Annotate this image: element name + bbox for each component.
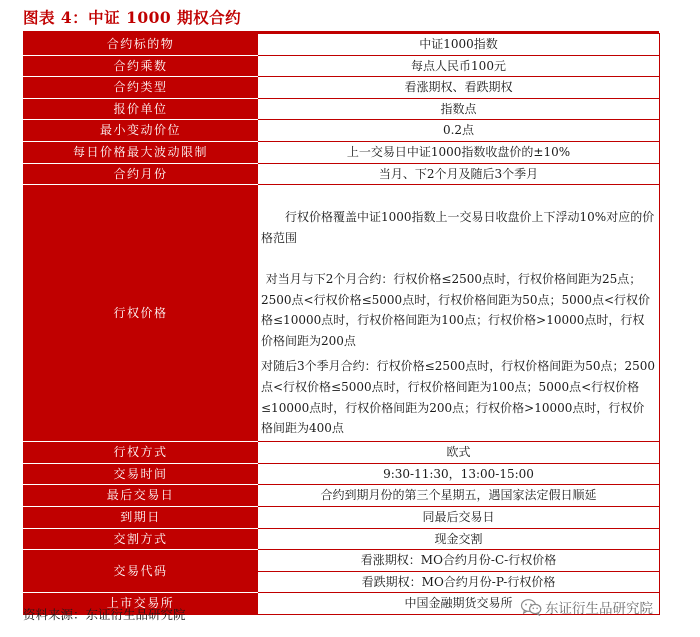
row-value-trading-hours: 9:30-11:30，13:00-15:00 [258, 463, 660, 485]
row-value-settlement: 现金交割 [258, 528, 660, 550]
trading-code-call: 看涨期权：MO合约月份-C-行权价格 [360, 553, 557, 568]
row-label-exercise-style: 行权方式 [24, 442, 258, 464]
row-value-exchange: 中国金融期货交易所 [258, 593, 660, 615]
row-value-last-trading-day: 合约到期月份的第三个星期五，遇国家法定假日顺延 [258, 485, 660, 507]
row-label-underlying: 合约标的物 [24, 34, 258, 56]
strike-quarterly-text: 对随后3个季月合约：行权价格≤2500点时，行权价格间距为50点；2500点<行权价格≤5000点时，行权价格间距为100点；5000点<行权价格≤10000点时，行权价格间距为200点；行权价格>10000点时，行权价格间距为400点 [261, 358, 656, 436]
row-value-exercise-style: 欧式 [258, 442, 660, 464]
wechat-icon [520, 598, 542, 616]
row-label-last-trading-day: 最后交易日 [24, 485, 258, 507]
row-value-multiplier: 每点人民币100元 [258, 55, 660, 77]
table-row [24, 463, 660, 485]
row-value-quote-unit: 指数点 [258, 98, 660, 120]
row-value-price-limit: 上一交易日中证1000指数收盘价的±10% [258, 141, 660, 163]
row-value-expiry-date: 同最后交易日 [258, 506, 660, 528]
figure-title: 图表 4：中证 1000 期权合约 [23, 8, 242, 27]
table-row [24, 120, 660, 142]
table-row [24, 55, 660, 77]
table-row [24, 77, 660, 99]
row-value-tick-size: 0.2点 [258, 120, 660, 142]
row-label-multiplier: 合约乘数 [24, 55, 258, 77]
row-label-settlement: 交割方式 [24, 528, 258, 550]
row-label-expiry-date: 到期日 [24, 506, 258, 528]
row-label-quote-unit: 报价单位 [24, 98, 258, 120]
table-row [24, 485, 660, 507]
row-value-contract-type: 看涨期权、看跌期权 [258, 77, 660, 99]
table-row [24, 34, 660, 56]
table-row [24, 442, 660, 464]
strike-range-text: 行权价格覆盖中证1000指数上一交易日收盘价上下浮动10%对应的价格范围 [261, 210, 655, 245]
strike-near-month-text: 对当月与下2个月合约：行权价格≤2500点时，行权价格间距为25点；2500点<行权价格≤5000点时，行权价格间距为50点；5000点<行权价格≤10000点时，行权价格间距为100点；行权价格>10000点时，行权价格间距为200点 [261, 271, 651, 349]
source-note: 资料来源：东证衍生品研究院 [23, 607, 186, 622]
row-label-trading-hours: 交易时间 [24, 463, 258, 485]
table-row [24, 163, 660, 185]
table-row [24, 141, 660, 163]
row-value-underlying: 中证1000指数 [258, 34, 660, 56]
table-row [24, 506, 660, 528]
table-row [24, 185, 660, 442]
option-contract-table [23, 33, 660, 615]
trading-code-put: 看跌期权：MO合约月份-P-行权价格 [258, 571, 659, 593]
row-label-contract-months: 合约月份 [24, 163, 258, 185]
table-row [24, 550, 660, 593]
table-row [24, 98, 660, 120]
table-row [24, 528, 660, 550]
row-label-trading-code: 交易代码 [24, 550, 258, 593]
row-value-trading-code [258, 550, 660, 593]
row-value-contract-months: 当月、下2个月及随后3个季月 [258, 163, 660, 185]
row-label-price-limit: 每日价格最大波动限制 [24, 141, 258, 163]
row-label-strike-price: 行权价格 [24, 185, 258, 442]
watermark-text: 东证衍生品研究院 [545, 601, 653, 617]
row-label-exchange: 上市交易所 [24, 593, 258, 615]
row-label-tick-size: 最小变动价位 [24, 120, 258, 142]
trading-code-lines [258, 550, 659, 592]
row-value-strike-price [258, 185, 660, 442]
row-label-contract-type: 合约类型 [24, 77, 258, 99]
watermark [520, 597, 653, 617]
